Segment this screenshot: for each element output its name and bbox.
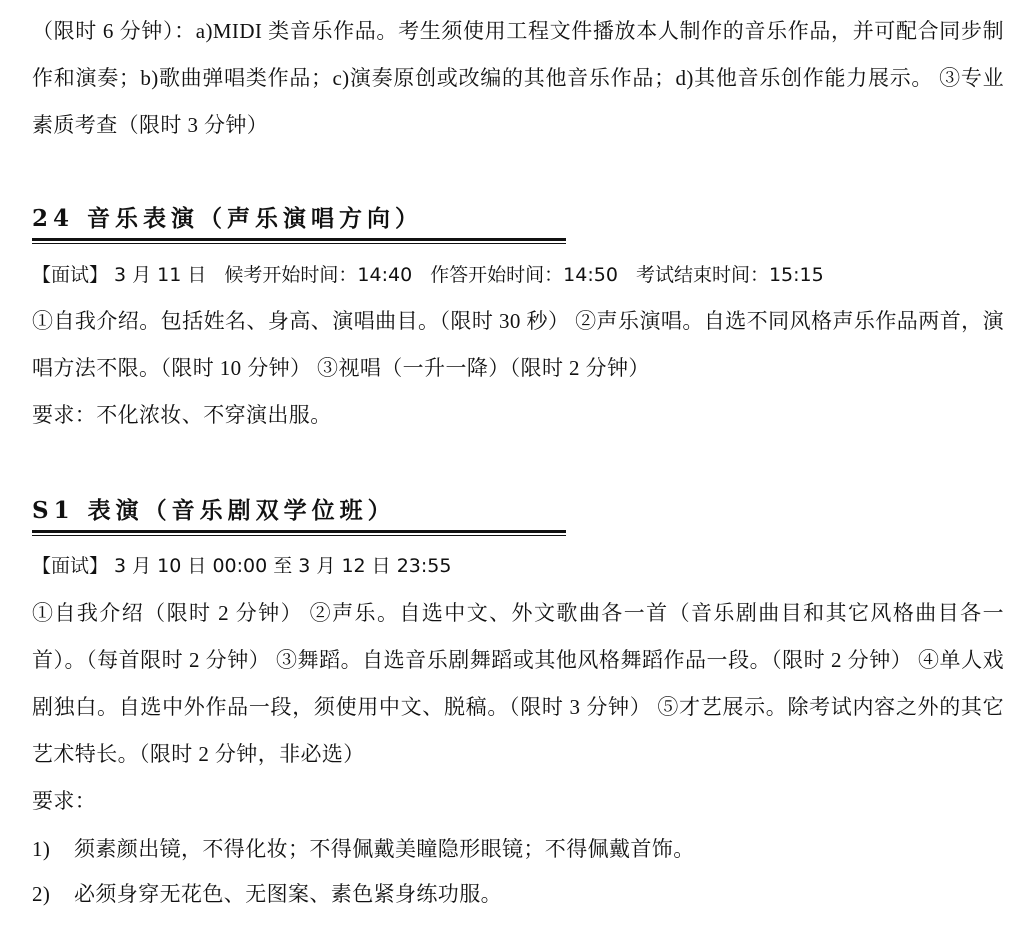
wait-start-time: 候考开始时间：14:40 [224,264,413,286]
section1-body: ①自我介绍。包括姓名、身高、演唱曲目。（限时 30 秒） ②声乐演唱。自选不同风格声乐作品两首，演唱方法不限。（限时 10 分钟） ③视唱（一升一降）（限时 2 分钟） [32,309,1004,380]
interview-schedule-line [32,552,1012,580]
interview-range: 3 月 10 日 00:00 至 3 月 12 日 23:55 [114,555,452,577]
answer-start-time: 作答开始时间：14:50 [430,264,618,286]
requirement-number: 1) [32,837,51,861]
section-heading-vocal: 24 音乐表演（声乐演唱方向） [32,205,424,232]
requirement-item [32,880,1004,908]
section1-requirement: 要求：不化浓妆、不穿演出服。 [32,403,332,427]
heading-underline [32,238,566,244]
section2-body: ①自我介绍（限时 2 分钟） ②声乐。自选中文、外文歌曲各一首（音乐剧曲目和其它风格曲目各一首）。（每首限时 2 分钟） ③舞蹈。自选音乐剧舞蹈或其他风格舞蹈作品一段。（限时 2 分钟） ④单人戏剧独白。自选中外作品一段，须使用中文、脱稿。（限时 3 分钟） ⑤才艺展示。除考试内容之外的其它艺术特长。（限时 2 分钟，非必选） [32,601,1004,766]
section2-requirement-label: 要求： [32,789,97,813]
interview-schedule-line [32,261,1012,289]
heading-underline [32,530,566,536]
requirement-text: 必须身穿无花色、无图案、素色紧身练功服。 [74,882,502,906]
requirement-text: 须素颜出镜，不得化妆；不得佩戴美瞳隐形眼镜；不得佩戴首饰。 [74,837,695,861]
intro-paragraph: （限时 6 分钟）：a)MIDI 类音乐作品。考生须使用工程文件播放本人制作的音乐作品，并可配合同步制作和演奏；b)歌曲弹唱类作品；c)演奏原创或改编的其他音乐作品；d)其他音乐创作能力展示。 ③专业素质考查（限时 3 分钟） [32,19,1004,137]
interview-date: 3 月 11 日 [114,264,207,286]
requirement-number: 2) [32,882,51,906]
interview-label: 【面试】 [32,555,109,577]
exam-end-time: 考试结束时间：15:15 [635,264,824,286]
section-heading-musical: S1 表演（音乐剧双学位班） [32,497,396,524]
interview-label: 【面试】 [32,264,109,286]
requirement-item [32,835,1004,863]
